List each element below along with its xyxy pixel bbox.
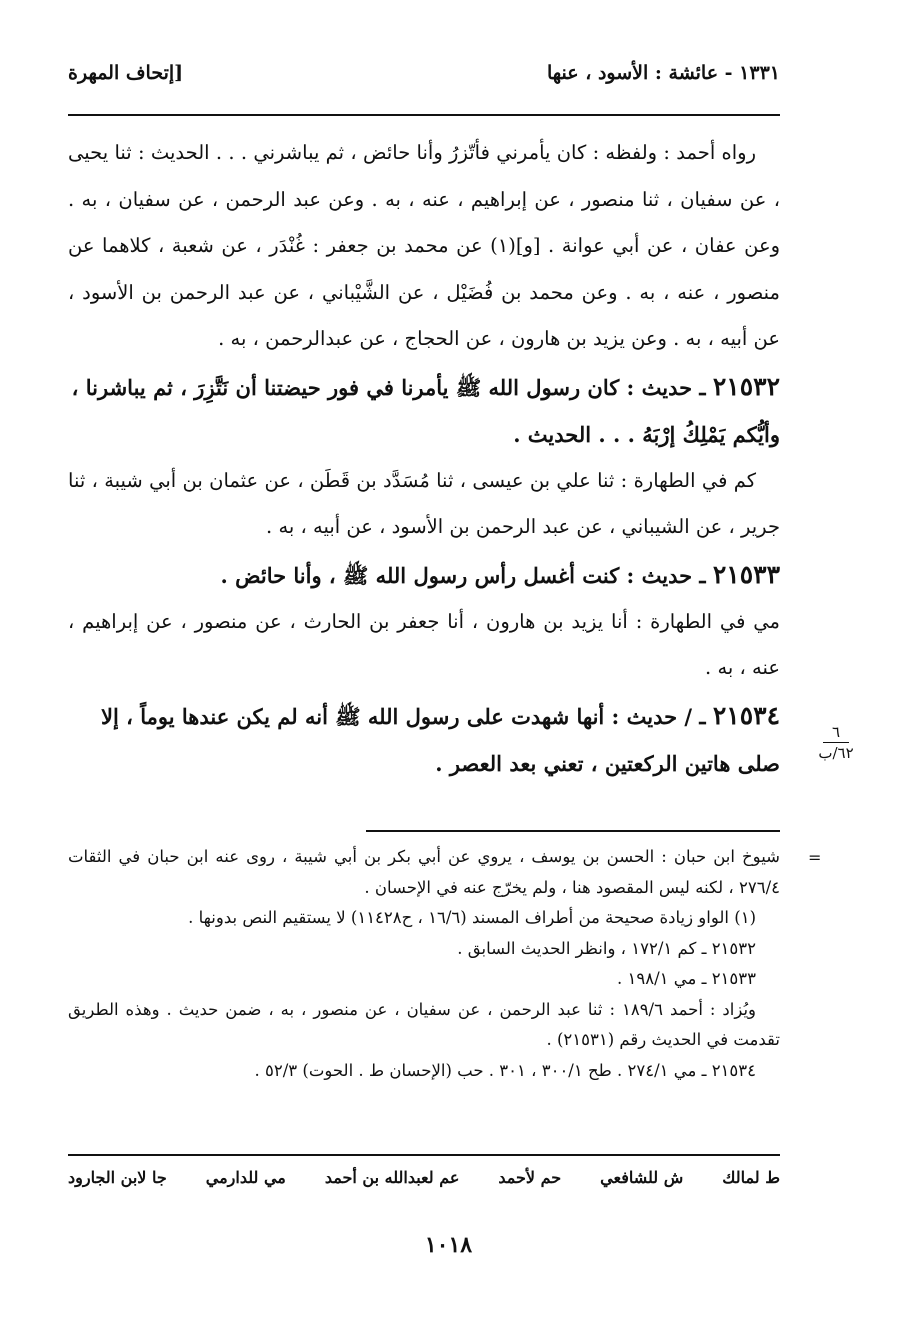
abbreviation-key bbox=[68, 1168, 780, 1187]
keys-divider bbox=[68, 1154, 780, 1156]
continuation-mark: = bbox=[808, 848, 822, 867]
hadith-text: ـ حديث : كان رسول الله ﷺ يأمرنا في فور حيضتنا أن نَتَّزِرَ ، ثم يباشرنا ، وأيُّكم يَمْلِكُ إرْبَهُ . . . الحديث . bbox=[71, 374, 780, 447]
key-item: مي للدارمي bbox=[205, 1168, 286, 1187]
hadith-number: ٢١٥٣٢ bbox=[712, 371, 780, 401]
hadith-text: ـ حديث : كنت أغسل رأس رسول الله ﷺ ، وأنا حائض . bbox=[220, 562, 713, 588]
paragraph-tahara-kam: كم في الطهارة : ثنا علي بن عيسى ، ثنا مُسَدَّد بن قَطَن ، عن عثمان بن أبي شيبة ، ثنا جرير ، عن الشيباني ، عن عبد الرحمن بن الأسود ، عن أبيه ، به . bbox=[68, 468, 780, 538]
hadith-21533 bbox=[68, 551, 780, 599]
hadith-21534 bbox=[68, 692, 780, 787]
footnote-addition: ويُزاد : أحمد ١٨٩/٦ : ثنا عبد الرحمن ، عن سفيان ، عن منصور ، به ، ضمن حديث . وهذه الطريق تقدمت في الحديث رقم (٢١٥٣١) . bbox=[68, 999, 780, 1049]
footnote-continued: شيوخ ابن حبان : الحسن بن يوسف ، يروي عن أبي بكر بن أبي شيبة ، روى عنه ابن حبان في الثقات ٢٧٦/٤ ، لكنه ليس المقصود هنا ، ولم يخرّج عنه في الإحسان . bbox=[68, 847, 780, 897]
hadith-text: ـ / حديث : أنها شهدت على رسول الله ﷺ أنه لم يكن عندها يوماً ، إلا صلى هاتين الركعتين ، تعني بعد العصر . bbox=[101, 703, 780, 776]
footnotes bbox=[68, 842, 780, 1086]
footnote-1: (١) الواو زيادة صحيحة من أطراف المسند (١٦/٦ ، ح١١٤٢٨) لا يستقيم النص بدونها . bbox=[188, 908, 756, 927]
key-item: ط لمالك bbox=[722, 1168, 780, 1187]
hadith-21532 bbox=[68, 363, 780, 458]
key-item: عم لعبدالله بن أحمد bbox=[324, 1168, 460, 1187]
running-header bbox=[68, 58, 780, 98]
margin-volume: ٦ bbox=[831, 723, 841, 741]
paragraph-tahara-mi: مي في الطهارة : أنا يزيد بن هارون ، أنا جعفر بن الحارث ، عن منصور ، عن إبراهيم ، عنه ، به . bbox=[68, 609, 780, 679]
hadith-number: ٢١٥٣٣ bbox=[712, 559, 780, 589]
footnote-21533: ٢١٥٣٣ ـ مي ١٩٨/١ . bbox=[617, 969, 756, 988]
main-text bbox=[68, 130, 780, 787]
margin-reference bbox=[806, 722, 866, 763]
chapter-title: ١٣٣١ - عائشة : الأسود ، عنها bbox=[546, 62, 780, 84]
page-number: ١٠١٨ bbox=[424, 1232, 473, 1258]
margin-folio: ٦٢/ب bbox=[818, 744, 854, 762]
paragraph-ahmad: رواه أحمد : ولفظه : كان يأمرني فأتّزرُ وأنا حائض ، ثم يباشرني . . . الحديث : ثنا يحيى ، عن سفيان ، ثنا منصور ، عن إبراهيم ، عنه ، به . وعن عبد الرحمن ، عن سفيان ، به . وعن عفان ، عن أبي عوانة . [و](١) عن محمد بن جعفر : غُنْدَر ، عن شعبة ، كلاهما عن منصور ، عنه ، به . وعن محمد بن فُضَيْل ، عن الشَّيْباني ، عن عبد الرحمن بن الأسود ، عن أبيه ، به . وعن يزيد بن هارون ، عن الحجاج ، عن عبدالرحمن ، به . bbox=[68, 141, 780, 350]
margin-divider bbox=[823, 742, 849, 743]
footnote-divider bbox=[366, 830, 780, 832]
hadith-number: ٢١٥٣٤ bbox=[712, 700, 780, 730]
key-item: ش للشافعي bbox=[600, 1168, 684, 1187]
key-item: حم لأحمد bbox=[498, 1168, 562, 1187]
key-item: جا لابن الجارود bbox=[68, 1168, 167, 1187]
header-divider bbox=[68, 114, 780, 116]
footnote-21534: ٢١٥٣٤ ـ مي ٢٧٤/١ . طح ٣٠٠/١ ، ٣٠١ . حب (الإحسان ط . الحوت) ٥٢/٣ . bbox=[254, 1060, 756, 1080]
book-title: [إتحاف المهرة bbox=[68, 62, 184, 84]
footnote-21532: ٢١٥٣٢ ـ كم ١٧٢/١ ، وانظر الحديث السابق . bbox=[457, 938, 756, 958]
